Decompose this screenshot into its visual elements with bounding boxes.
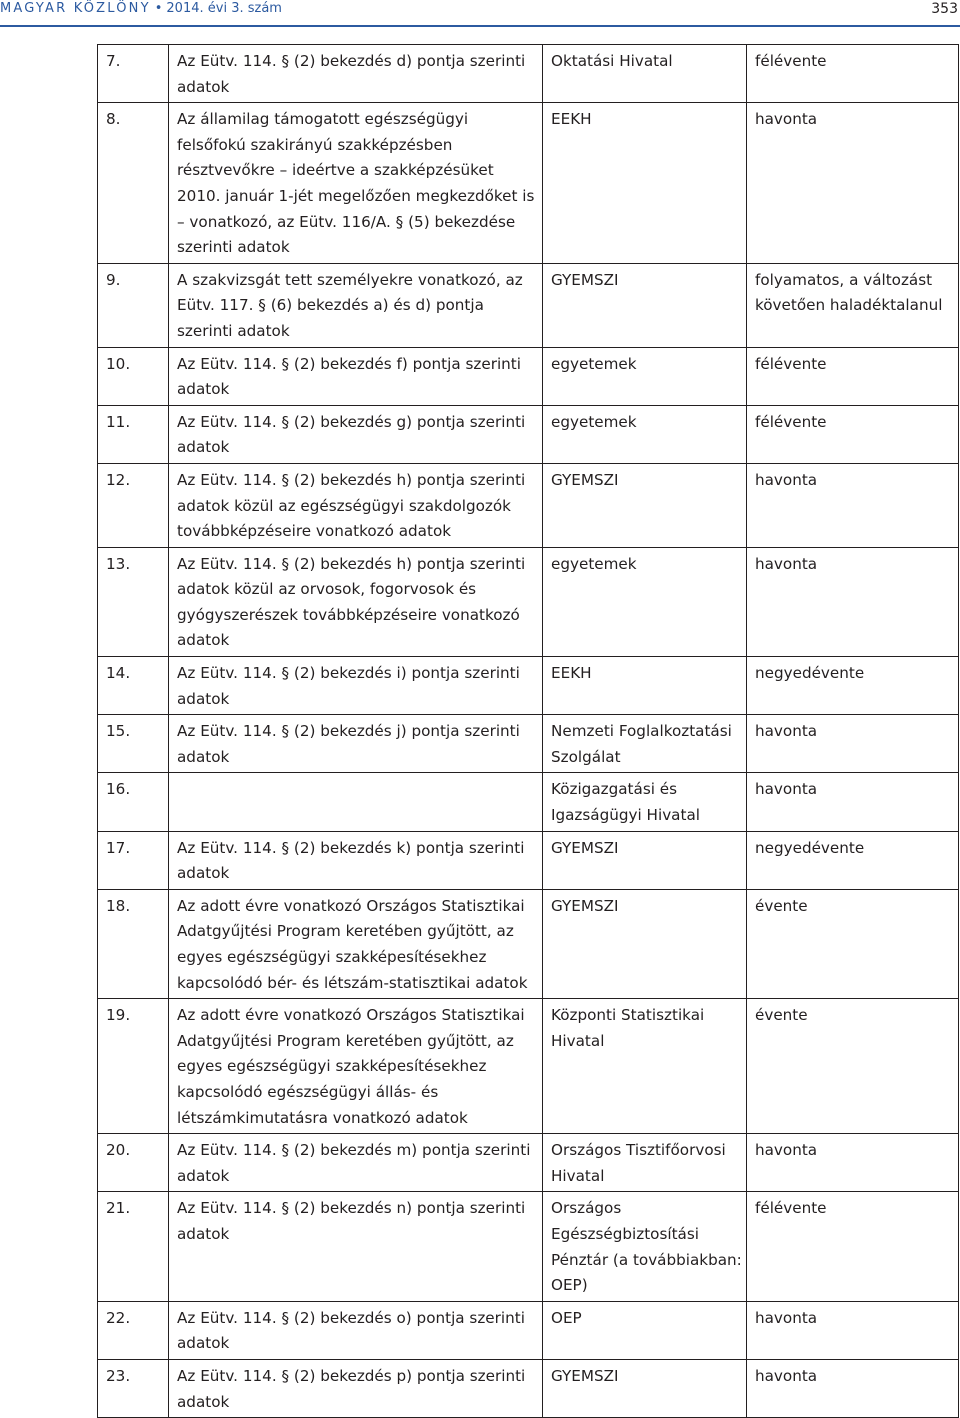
row-number: 14. <box>98 657 169 715</box>
table-row <box>98 889 959 998</box>
row-number: 21. <box>98 1192 169 1301</box>
row-frequency: havonta <box>747 463 959 547</box>
row-frequency: félévente <box>747 347 959 405</box>
row-organization: egyetemek <box>543 405 747 463</box>
page-header <box>0 0 960 30</box>
row-frequency: évente <box>747 889 959 998</box>
header-rule <box>0 25 960 27</box>
row-description: Az Eütv. 114. § (2) bekezdés k) pontja szerinti adatok <box>169 831 543 889</box>
table-row <box>98 45 959 103</box>
row-organization: GYEMSZI <box>543 263 747 347</box>
table-row <box>98 831 959 889</box>
row-frequency: havonta <box>747 773 959 831</box>
row-description: Az Eütv. 114. § (2) bekezdés j) pontja szerinti adatok <box>169 715 543 773</box>
row-description: Az Eütv. 114. § (2) bekezdés h) pontja szerinti adatok közül az orvosok, fogorvosok és gyógyszerészek továbbképzéseire vonatkozó adatok <box>169 547 543 656</box>
row-number: 9. <box>98 263 169 347</box>
page-number: 353 <box>931 1 958 17</box>
row-number: 16. <box>98 773 169 831</box>
row-organization: EEKH <box>543 657 747 715</box>
row-description: Az Eütv. 114. § (2) bekezdés g) pontja szerinti adatok <box>169 405 543 463</box>
row-number: 15. <box>98 715 169 773</box>
table-row <box>98 1301 959 1359</box>
table-row <box>98 657 959 715</box>
table-row <box>98 715 959 773</box>
table-row <box>98 103 959 264</box>
row-description: Az Eütv. 114. § (2) bekezdés d) pontja szerinti adatok <box>169 45 543 103</box>
table-body <box>98 45 959 1418</box>
header-bullet: • <box>154 1 163 16</box>
table-row <box>98 999 959 1134</box>
row-number: 8. <box>98 103 169 264</box>
row-number: 23. <box>98 1359 169 1417</box>
row-number: 20. <box>98 1134 169 1192</box>
row-number: 19. <box>98 999 169 1134</box>
row-organization: EEKH <box>543 103 747 264</box>
row-description: Az adott évre vonatkozó Országos Statisztikai Adatgyűjtési Program keretében gyűjtött, az egyes egészségügyi szakképesítésekhez kapcsolódó bér- és létszám-statisztikai adatok <box>169 889 543 998</box>
row-description: Az Eütv. 114. § (2) bekezdés f) pontja szerinti adatok <box>169 347 543 405</box>
row-number: 10. <box>98 347 169 405</box>
row-description: Az adott évre vonatkozó Országos Statisztikai Adatgyűjtési Program keretében gyűjtött, az egyes egészségügyi szakképesítésekhez kapcsolódó egészségügyi állás- és létszámkimutatásra vonatkozó adatok <box>169 999 543 1134</box>
table-row <box>98 547 959 656</box>
row-organization: GYEMSZI <box>543 463 747 547</box>
row-organization: Országos Egészségbiztosítási Pénztár (a továbbiakban: OEP) <box>543 1192 747 1301</box>
row-frequency: évente <box>747 999 959 1134</box>
row-organization: OEP <box>543 1301 747 1359</box>
row-frequency: félévente <box>747 1192 959 1301</box>
row-frequency: félévente <box>747 45 959 103</box>
row-description: Az Eütv. 114. § (2) bekezdés n) pontja szerinti adatok <box>169 1192 543 1301</box>
row-organization: GYEMSZI <box>543 889 747 998</box>
table-row <box>98 405 959 463</box>
row-description: Az Eütv. 114. § (2) bekezdés m) pontja szerinti adatok <box>169 1134 543 1192</box>
row-number: 22. <box>98 1301 169 1359</box>
row-organization: Országos Tisztifőorvosi Hivatal <box>543 1134 747 1192</box>
table-row <box>98 1192 959 1301</box>
row-number: 17. <box>98 831 169 889</box>
issue-label: 2014. évi 3. szám <box>166 1 282 16</box>
row-frequency: negyedévente <box>747 657 959 715</box>
row-description: A szakvizsgát tett személyekre vonatkozó, az Eütv. 117. § (6) bekezdés a) és d) pontja szerinti adatok <box>169 263 543 347</box>
row-frequency: negyedévente <box>747 831 959 889</box>
row-organization: Oktatási Hivatal <box>543 45 747 103</box>
row-frequency: havonta <box>747 715 959 773</box>
row-number: 13. <box>98 547 169 656</box>
row-number: 7. <box>98 45 169 103</box>
row-organization: egyetemek <box>543 547 747 656</box>
row-description: Az Eütv. 114. § (2) bekezdés h) pontja szerinti adatok közül az egészségügyi szakdolgozók továbbképzéseire vonatkozó adatok <box>169 463 543 547</box>
row-frequency: folyamatos, a változást követően haladéktalanul <box>747 263 959 347</box>
row-organization: Központi Statisztikai Hivatal <box>543 999 747 1134</box>
row-frequency: havonta <box>747 103 959 264</box>
row-number: 11. <box>98 405 169 463</box>
table-row <box>98 347 959 405</box>
row-organization: Közigazgatási és Igazságügyi Hivatal <box>543 773 747 831</box>
journal-title: MAGYAR KÖZLÖNY <box>0 1 151 16</box>
row-organization: egyetemek <box>543 347 747 405</box>
row-description: Az Eütv. 114. § (2) bekezdés o) pontja szerinti adatok <box>169 1301 543 1359</box>
row-organization: GYEMSZI <box>543 831 747 889</box>
row-organization: Nemzeti Foglalkoztatási Szolgálat <box>543 715 747 773</box>
table-row <box>98 1134 959 1192</box>
row-frequency: havonta <box>747 1134 959 1192</box>
row-description <box>169 773 543 831</box>
row-description: Az Eütv. 114. § (2) bekezdés p) pontja szerinti adatok <box>169 1359 543 1417</box>
row-organization: GYEMSZI <box>543 1359 747 1417</box>
row-frequency: félévente <box>747 405 959 463</box>
row-number: 18. <box>98 889 169 998</box>
table-row <box>98 773 959 831</box>
row-description: Az Eütv. 114. § (2) bekezdés i) pontja szerinti adatok <box>169 657 543 715</box>
table-row <box>98 463 959 547</box>
data-table <box>97 44 959 1418</box>
row-frequency: havonta <box>747 547 959 656</box>
row-frequency: havonta <box>747 1301 959 1359</box>
row-number: 12. <box>98 463 169 547</box>
row-frequency: havonta <box>747 1359 959 1417</box>
table-row <box>98 1359 959 1417</box>
running-head <box>0 1 282 16</box>
row-description: Az államilag támogatott egészségügyi felsőfokú szakirányú szakképzésben résztvevőkre – ideértve a szakképzésüket 2010. január 1-jét megelőzően megkezdőket is – vonatkozó, az Eütv. 116/A. § (5) bekezdése szerinti adatok <box>169 103 543 264</box>
table-row <box>98 263 959 347</box>
